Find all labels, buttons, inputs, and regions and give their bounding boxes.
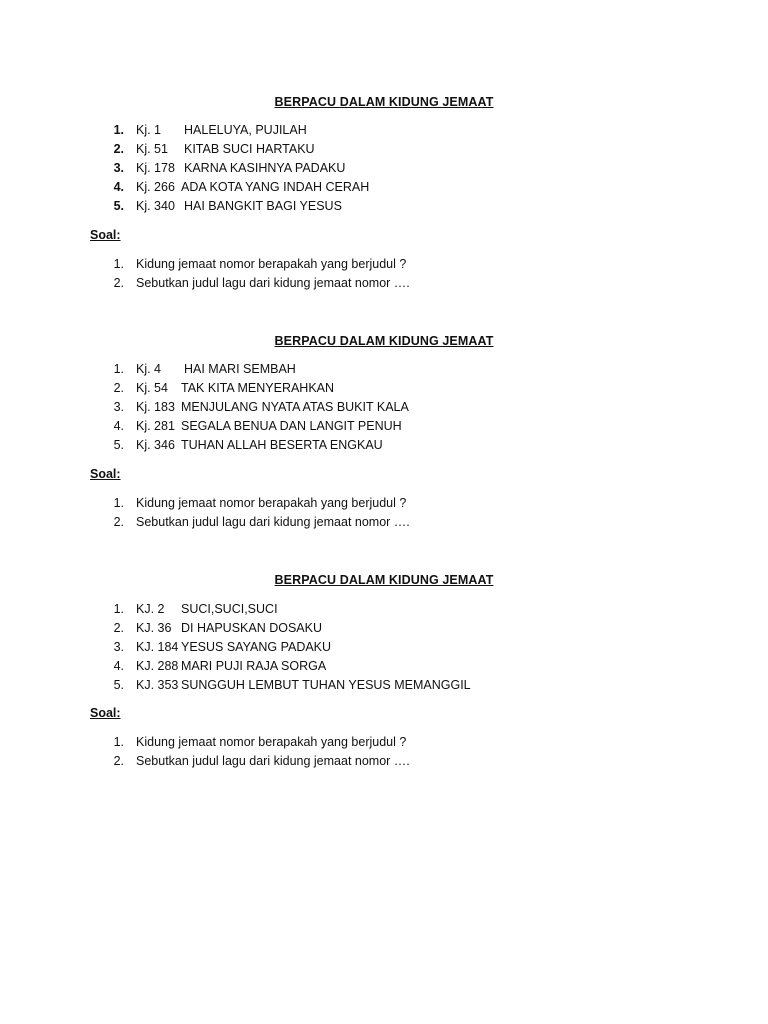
item-number: 3. [113, 400, 124, 414]
item-number: 4. [113, 659, 124, 673]
question-text: Kidung jemaat nomor berapakah yang berjudul ? [136, 496, 407, 510]
song-title: SEGALA BENUA DAN LANGIT PENUH [181, 419, 402, 433]
item-number: 1. [113, 496, 124, 510]
kj-number: Kj. 183 [136, 400, 175, 414]
kj-number: Kj. 54 [136, 381, 168, 395]
item-number: 2. [113, 621, 124, 635]
kj-number: Kj. 1 [136, 123, 162, 137]
item-number: 5. [113, 438, 124, 452]
item-number: 5. [113, 678, 124, 692]
soal-heading: Soal: [90, 467, 121, 481]
question-text: Kidung jemaat nomor berapakah yang berjudul ? [136, 735, 407, 749]
item-number: 2. [113, 381, 124, 395]
item-number: 4. [113, 180, 124, 194]
kj-number: Kj. 4 [136, 362, 162, 376]
soal-heading: Soal: [90, 706, 121, 720]
section-title: BERPACU DALAM KIDUNG JEMAAT [274, 334, 494, 348]
kj-number: KJ. 353 [136, 678, 179, 692]
item-number: 1. [113, 735, 124, 749]
section-title: BERPACU DALAM KIDUNG JEMAAT [274, 573, 494, 587]
soal-heading: Soal: [90, 228, 121, 242]
kj-number: Kj. 178 [136, 161, 175, 175]
song-title: KITAB SUCI HARTAKU [184, 142, 315, 156]
item-number: 1. [113, 602, 124, 616]
section-title: BERPACU DALAM KIDUNG JEMAAT [274, 95, 494, 109]
song-title: MENJULANG NYATA ATAS BUKIT KALA [181, 400, 409, 414]
item-number: 2. [113, 142, 124, 156]
song-title: HAI MARI SEMBAH [184, 362, 296, 376]
kj-number: Kj. 340 [136, 199, 175, 213]
kj-number: KJ. 184 [136, 640, 179, 654]
song-title: TUHAN ALLAH BESERTA ENGKAU [181, 438, 383, 452]
song-title: TAK KITA MENYERAHKAN [181, 381, 335, 395]
item-number: 4. [113, 419, 124, 433]
item-number: 2. [113, 515, 124, 529]
song-title: SUNGGUH LEMBUT TUHAN YESUS MEMANGGIL [181, 678, 471, 692]
item-number: 2. [113, 276, 124, 290]
song-title: DI HAPUSKAN DOSAKU [181, 621, 323, 635]
kj-number: KJ. 2 [136, 602, 165, 616]
kj-number: Kj. 281 [136, 419, 175, 433]
kj-number: KJ. 36 [136, 621, 172, 635]
question-text: Sebutkan judul lagu dari kidung jemaat nomor …. [136, 754, 410, 768]
question-text: Sebutkan judul lagu dari kidung jemaat nomor …. [136, 515, 410, 529]
question-text: Kidung jemaat nomor berapakah yang berjudul ? [136, 257, 407, 271]
item-number: 3. [113, 640, 124, 654]
song-title: SUCI,SUCI,SUCI [181, 602, 278, 616]
item-number: 5. [113, 199, 124, 213]
kj-number: Kj. 266 [136, 180, 175, 194]
song-title: HALELUYA, PUJILAH [184, 123, 307, 137]
song-title: MARI PUJI RAJA SORGA [181, 659, 327, 673]
song-title: YESUS SAYANG PADAKU [181, 640, 332, 654]
question-text: Sebutkan judul lagu dari kidung jemaat nomor …. [136, 276, 410, 290]
item-number: 1. [113, 123, 124, 137]
song-title: KARNA KASIHNYA PADAKU [184, 161, 346, 175]
song-title: HAI BANGKIT BAGI YESUS [184, 199, 342, 213]
kj-number: Kj. 346 [136, 438, 175, 452]
item-number: 2. [113, 754, 124, 768]
song-title: ADA KOTA YANG INDAH CERAH [181, 180, 370, 194]
kj-number: KJ. 288 [136, 659, 179, 673]
item-number: 1. [113, 362, 124, 376]
item-number: 3. [113, 161, 124, 175]
kj-number: Kj. 51 [136, 142, 168, 156]
item-number: 1. [113, 257, 124, 271]
